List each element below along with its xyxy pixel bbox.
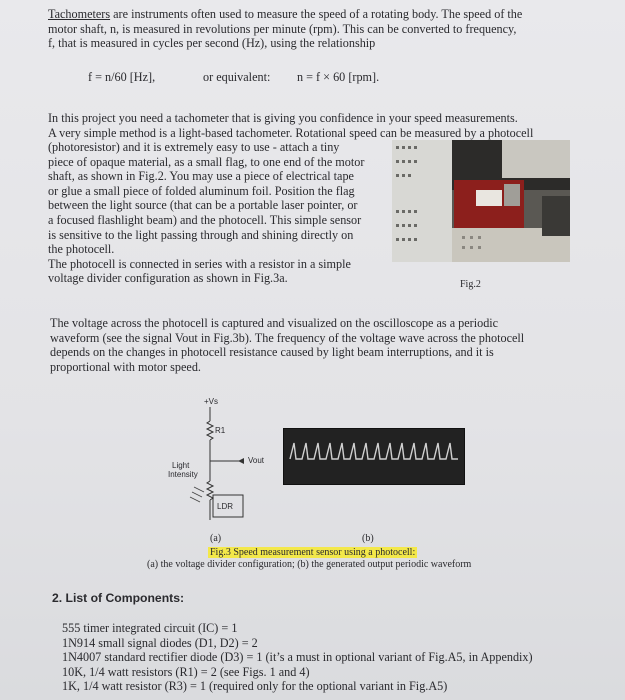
equation-or-equivalent: or equivalent: [203, 70, 271, 84]
light-label: Light [172, 461, 190, 470]
para2-wrapped-line: the photocell. [48, 242, 115, 257]
intro-line-2: motor shaft, n, is measured in revolutions per minute (rpm). This can be converted to frequency, [48, 21, 517, 36]
para2-wrapped-line: a focused flashlight beam) and the photocell. This simple sensor [48, 212, 362, 227]
component-item: 1N4007 standard rectifier diode (D3) = 1 (it’s a must in optional variant of Fig.A5, in Appendix) [62, 650, 533, 665]
photocell-paragraph [48, 111, 618, 140]
output-waveform-display [283, 428, 465, 485]
tachometers-term: Tachometers [48, 7, 111, 21]
para2-line-1: In this project you need a tachometer that is giving you confidence in your speed measurements. [48, 111, 518, 125]
components-list [62, 621, 533, 694]
vs-label: +Vs [204, 397, 219, 406]
para2-line-2: A very simple method is a light-based tachometer. Rotational speed can be measured by a photocell [48, 125, 534, 140]
fig3-caption-description: (a) the voltage divider configuration; (b) the generated output periodic waveform [147, 559, 472, 570]
fig2-photo-drawing [392, 140, 570, 262]
para2-wrapped-line: piece of opaque material, as a small flag, to one end of the motor [48, 154, 365, 169]
waveform-trace [284, 429, 464, 484]
ldr-label: LDR [217, 502, 234, 511]
para3-line: waveform (see the signal Vout in Fig.3b). The frequency of the voltage wave across the photocell [50, 330, 525, 345]
equation-hz: f = n/60 [Hz], [88, 70, 156, 84]
para2-wrapped-line: (photoresistor) and it is extremely easy to use - attach a tiny [48, 140, 340, 154]
intro-line-3: f, that is measured in cycles per second (Hz), using the relationship [48, 36, 376, 51]
para2-wrapped-line: or glue a small piece of folded aluminum foil. Position the flag [48, 183, 355, 198]
component-item: 555 timer integrated circuit (IC) = 1 [62, 621, 238, 635]
subfigure-a-label: (a) [210, 533, 222, 544]
intro-line-1: Tachometers are instruments often used to measure the speed of a rotating body. The speed of the [48, 7, 523, 21]
vout-label: Vout [248, 456, 265, 465]
component-item: 1K, 1/4 watt resistor (R3) = 1 (required only for the optional variant in Fig.A5) [62, 679, 448, 694]
r1-label: R1 [215, 426, 226, 435]
photocell-paragraph-wrapped [48, 140, 388, 286]
components-heading: 2. List of Components: [52, 591, 185, 605]
component-item: 10K, 1/4 watt resistors (R1) = 2 (see Figs. 1 and 4) [62, 664, 310, 679]
oscilloscope-paragraph [50, 316, 578, 374]
para3-line: depends on the changes in photocell resistance caused by light beam interruptions, and it is [50, 345, 494, 360]
fig3-caption-title: Fig.3 Speed measurement sensor using a photocell: [210, 547, 416, 558]
fig2-label: Fig.2 [460, 279, 481, 290]
para2-wrapped-line: shaft, as shown in Fig.2. You may use a piece of electrical tape [48, 169, 354, 184]
para2-wrapped-line: voltage divider configuration as shown in Fig.3a. [48, 271, 288, 286]
fig2-motor-photo [392, 140, 570, 262]
para2-wrapped-line: is sensitive to the light passing through and shining directly on [48, 227, 354, 242]
intensity-label: Intensity [168, 470, 198, 479]
para3-line: proportional with motor speed. [50, 359, 201, 374]
para2-wrapped-line: between the light source (that can be a portable laser pointer, or [48, 198, 358, 213]
intro-paragraph [48, 7, 608, 51]
subfigure-b-label: (b) [362, 533, 374, 544]
equation-rpm: n = f × 60 [rpm]. [297, 70, 380, 84]
component-item: 1N914 small signal diodes (D1, D2) = 2 [62, 635, 258, 650]
para2-wrapped-line: The photocell is connected in series with a resistor in a simple [48, 256, 351, 271]
para3-line: The voltage across the photocell is captured and visualized on the oscilloscope as a periodic [50, 316, 499, 330]
